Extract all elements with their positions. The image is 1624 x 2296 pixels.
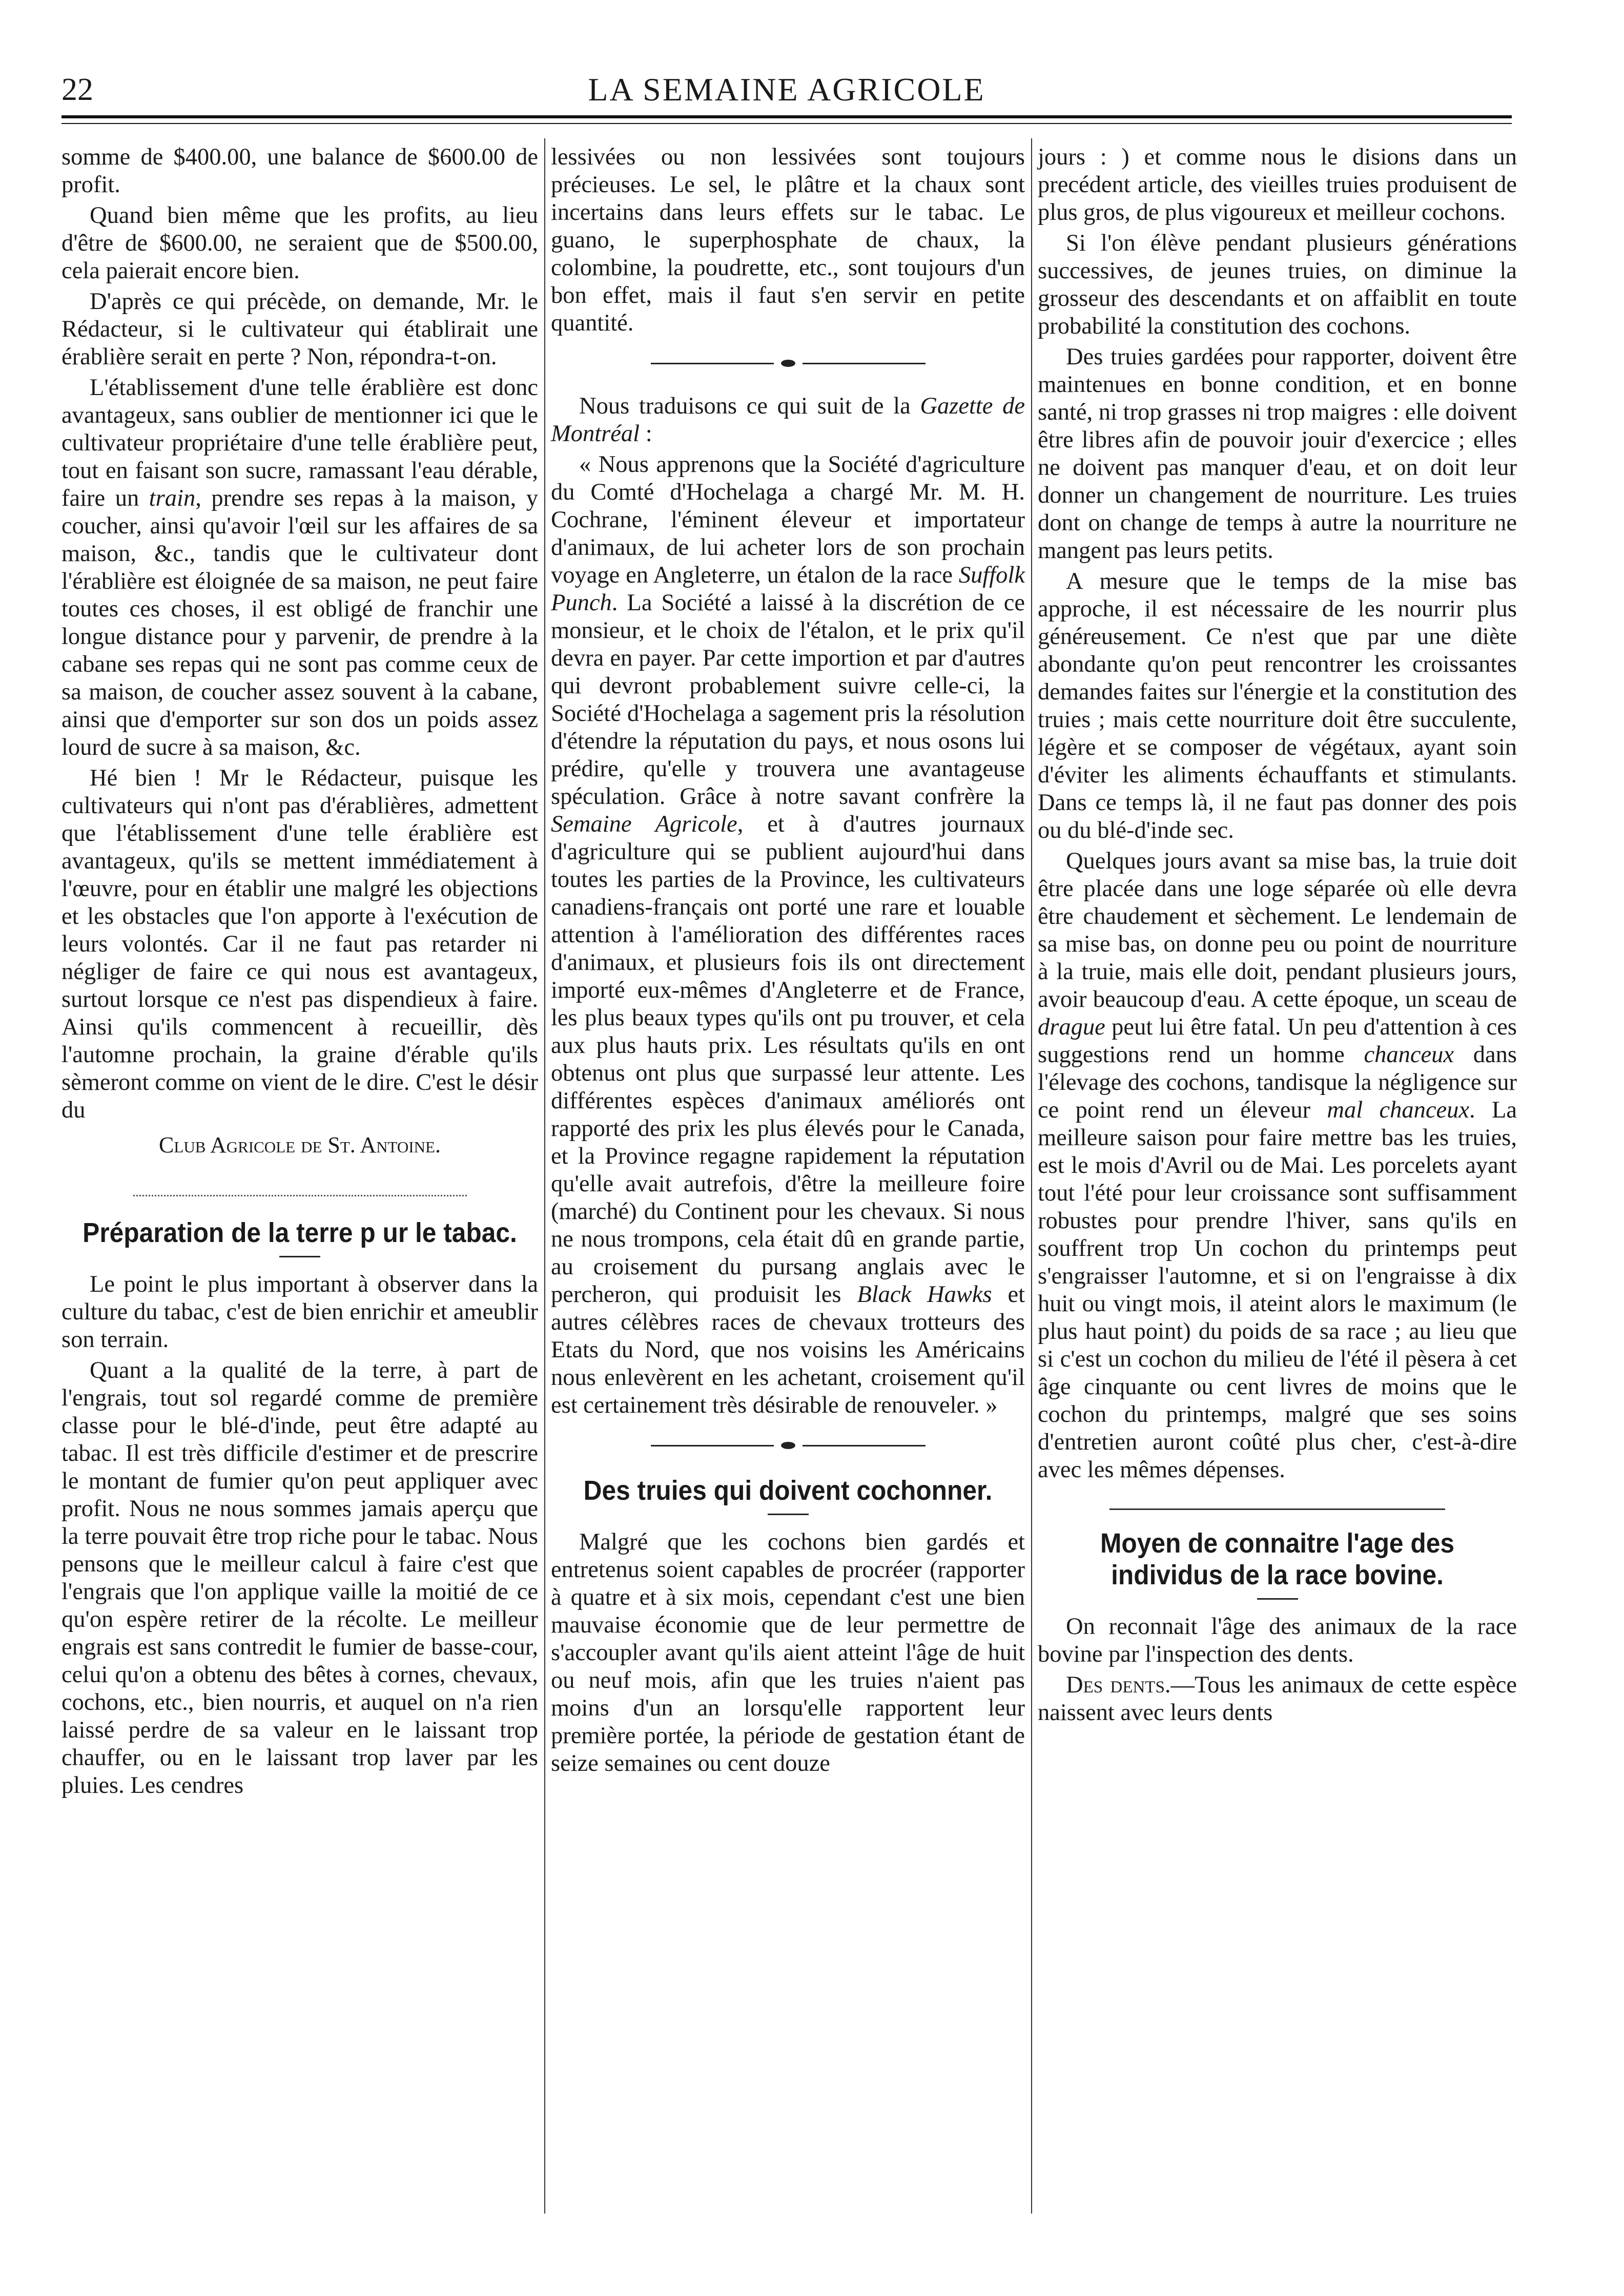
- paragraph: Hé bien ! Mr le Rédacteur, puisque les cultivateurs qui n'ont pas d'érablières, admettent que l'établissement d'une telle érablière est avantageux, qu'ils se mettent immédiatement à l'œuvre, pour en établir une malgré les objections et les obstacles que l'on apporte à l'exécution de leurs volontés. Car il ne faut pas retarder ni négliger de faire ce qui nous est avantageux, surtout lorsque ce n'est pas dispendieux à faire. Ainsi qu'ils commencent à recueillir, dès l'automne prochain, la graine d'érable qu'ils sèmeront comme on vient de le dire. C'est le désir du: [61, 765, 538, 1123]
- column-1: [61, 143, 538, 1803]
- paragraph: [551, 392, 1025, 448]
- paragraph: Des truies gardées pour rapporter, doivent être maintenues en bonne condition, et en bonne santé, ni trop grasses ni trop maigres : elle doivent être libres afin de pouvoir jouir d'exercice ; elles ne doivent pas manquer d'eau, et on doit leur donner un changement de nourriture. Les truies dont on change de temps à autre la nourriture ne mangent pas leurs petits.: [1038, 344, 1517, 564]
- text-run: dans l'élevage des cochons, tandisque la négligence sur ce point rend un éleveur: [1038, 1042, 1517, 1123]
- ornament-line: [803, 363, 926, 364]
- page-header: [61, 72, 1512, 118]
- header-rule: [61, 115, 1512, 118]
- paragraph: Malgré que les cochons bien gardés et entretenus soient capables de procréer (rapporter à quatre et à six mois, cependant c'est une bien mauvaise économie que de leur permettre de s'accoupler avant qu'ils aient atteint l'âge de huit ou neuf mois, afin que les truies n'aient pas moins d'un an lorsqu'elle rapportent leur première portée, la période de gestation étant de seize semaines ou cent douze: [551, 1529, 1025, 1776]
- section-label: Des dents.: [1066, 1672, 1171, 1698]
- article-title-bovine: Moyen de connaitre l'age des individus de la race bovine.: [1100, 1528, 1454, 1590]
- paragraph: D'après ce qui précède, on demande, Mr. le Rédacteur, si le cultivateur qui établirait une érablière serait en perte ? Non, répondra-t-on.: [61, 288, 538, 370]
- column-3: [1038, 143, 1517, 1730]
- italic-term: train: [149, 485, 196, 511]
- text-run: . La meilleure saison pour faire mettre bas les truies, est le mois d'Avril ou de Mai. Les porcelets ayant tout l'été pour leur croissance sont suffisamment robustes pour prendre l'hiver, sans qu'ils en souffrent trop Un cochon du printemps peut s'engraisser l'automne, et si on l'engraisse à dix huit ou vingt mois, il ateint alors le maximum (le plus haut point) du poids de sa race ; au lieu que si c'est un cochon du milieu de l'été il pèsera à cet âge cinquante ou cent livres de moins que le cochon du printemps, malgré que ses soins d'entretien auront coûté plus cher, c'est-à-dire avec les mêmes dépenses.: [1038, 1097, 1517, 1483]
- signature: Club Agricole de St. Antoine.: [159, 1132, 441, 1157]
- header-rule-thin: [61, 123, 1512, 124]
- italic-term: drague: [1038, 1014, 1105, 1040]
- paragraph: Quand bien même que les profits, au lieu d'être de $600.00, ne seraient que de $500.00, cela paierait encore bien.: [61, 202, 538, 284]
- paragraph: [1038, 1671, 1517, 1727]
- title-dash: [279, 1256, 320, 1257]
- text-run: peut lui être fatal. Un peu d'attention à ces suggestions rend un homme: [1038, 1014, 1517, 1068]
- text-run: , prendre ses repas à la maison, y coucher, ainsi qu'avoir l'œil sur les affaires de sa maison, &c., tandis que le cultivateur dont l'érablière est éloignée de sa maison, ne peut faire toutes ces choses, il est obligé de franchir une longue distance pour y parvenir, de prendre à la cabane ses repas qui ne sont pas comme ceux de sa maison, de coucher assez souvent à la cabane, ainsi que d'emporter sur son dos un poids assez lourd de sucre à sa maison, &c.: [61, 485, 538, 760]
- italic-term: chanceux: [1364, 1042, 1454, 1068]
- paragraph: jours : ) et comme nous le disions dans un precédent article, des vieilles truies produisent de plus gros, de plus vigoureux et meilleur cochons.: [1038, 144, 1517, 225]
- column-2: [551, 143, 1025, 1781]
- paragraph: [551, 451, 1025, 1419]
- ornament-line: [651, 363, 774, 364]
- title-dash: [1257, 1598, 1298, 1600]
- title-dash: [768, 1514, 809, 1515]
- text-run: L'établissement d'une telle érablière est donc avantageux, sans oublier de mentionner ici que le cultivateur propriétaire d'une telle érablière peut, tout en faisant son sucre, ramassant l'eau dérable, faire un: [61, 375, 538, 511]
- ornament-dot: [781, 360, 795, 367]
- ornament-dot: [781, 1442, 795, 1449]
- paragraph: Quant a la qualité de la terre, à part de l'engrais, tout sol regardé comme de première classe pour le blé-d'inde, peut être adapté au tabac. Il est très difficile d'estimer et de prescrire le montant de fumier qu'on peut appliquer avec profit. Nous ne nous sommes jamais aperçu que la terre pouvait être trop riche pour le tabac. Nous pensons que le meilleur calcul à faire c'est que l'engrais que l'on applique vaille la moitié de ce qu'on espère retirer de la récolte. Le meilleur engrais est sans contredit le fumier de basse-cour, celui qu'on a obtenu des bêtes à cornes, chevaux, cochons, etc., bien nourris, et auquel on n'a rien laissé perdre de sa valeur en le laissant trop chauffer, ou en le laissant trop laver par les pluies. Les cendres: [61, 1357, 538, 1798]
- section-rule: [1109, 1508, 1445, 1510]
- text-run: . La Société a laissé à la discrétion de ce monsieur, et le choix de l'étalon, et le prix qu'il devra en payer. Par cette importion et par d'autres qui devront probablement suivre celle-ci, la Société d'Hochelaga a sagement pris la résolution d'étendre la réputation du pays, et nous osons lui prédire, qu'elle y trouvera une avantageuse spéculation. Grâce à notre savant confrère la: [551, 590, 1025, 810]
- ornament-separator: [551, 356, 1025, 371]
- italic-term: mal chanceux: [1327, 1097, 1470, 1123]
- column-divider: [1031, 138, 1032, 2214]
- text-run: , et à d'autres journaux d'agriculture qui se publient aujourd'hui dans toutes les parties de la Province, les cultivateurs canadiens-français ont porté une rare et louable attention à l'amélioration des différentes races d'animaux, et plusieurs fois ils ont directement importé eux-mêmes d'Angleterre et de France, les plus beaux types qu'ils ont pu trouver, et cela aux plus hauts prix. Les résultats qu'ils en ont obtenus ont plus que surpassé leur attente. Les différentes espèces d'animaux améliorés ont rapporté des prix les plus élevés pour le Canada, et la Province regagne rapidement la réputation qu'elle avait autrefois, d'être la meilleure foire (marché) du Continent pour les chevaux. Si nous ne nous trompons, cela était dû en grande partie, au croisement du pursang anglais avec le percheron, qui produisit les: [551, 811, 1025, 1308]
- journal-title: LA SEMAINE AGRICOLE: [588, 71, 985, 108]
- ornament-separator: [551, 1438, 1025, 1453]
- italic-term: Gazette de Montréal: [551, 393, 1025, 447]
- paragraph: [61, 374, 538, 761]
- page-number: 22: [61, 72, 93, 107]
- ornament-line: [651, 1445, 774, 1446]
- text-run: :: [640, 421, 652, 447]
- italic-term: Semaine Agricole: [551, 811, 737, 837]
- text-run: Nous traduisons ce qui suit de la: [579, 393, 920, 419]
- column-divider: [544, 138, 545, 2214]
- text-run: Quelques jours avant sa mise bas, la truie doit être placée dans une loge séparée où elle devra être chaudement et sèchement. Le lendemain de sa mise bas, on donne peu ou point de nourriture à la truie, mais elle doit, pendant plusieurs jours, avoir beaucoup d'eau. A cette époque, un sceau de: [1038, 848, 1517, 1012]
- paragraph: somme de $400.00, une balance de $600.00 de profit.: [61, 144, 538, 198]
- article-title-tabac: Préparation de la terre p ur le tabac.: [83, 1217, 517, 1248]
- text-run: et autres célèbres races de chevaux trotteurs des Etats du Nord, que nos voisins les Américains nous enlevèrent en les achetant, croisement qu'il est certainement très désirable de renouveler. »: [551, 1281, 1025, 1418]
- text-run: « Nous apprenons que la Société d'agriculture du Comté d'Hochelaga a chargé Mr. M. H. Cochrane, l'éminent éleveur et importateur d'animaux, de lui acheter lors de son prochain voyage en Angleterre, un étalon de la race: [551, 451, 1025, 588]
- paragraph: A mesure que le temps de la mise bas approche, il est nécessaire de les nourrir plus généreusement. Ce n'est que par une diète abondante qu'on peut rencontrer les croissantes demandes faites sur l'énergie et la constitution des truies ; mais cette nourriture doit être succulente, légère et se composer de végétaux, ayant soin d'éviter les aliments échauffants et stimulants. Dans ce temps là, il ne faut pas donner des pois ou du blé-d'inde sec.: [1038, 568, 1517, 843]
- ornament-line: [803, 1445, 926, 1446]
- paragraph: lessivées ou non lessivées sont toujours précieuses. Le sel, le plâtre et la chaux sont incertains dans leurs effets sur le tabac. Le guano, le superphosphate de chaux, la colombine, la poudrette, etc., sont toujours d'un bon effet, mais il faut s'en servir en petite quantité.: [551, 144, 1025, 336]
- italic-term: Suffolk Punch: [551, 562, 1025, 616]
- paragraph: On reconnait l'âge des animaux de la race bovine par l'inspection des dents.: [1038, 1614, 1517, 1667]
- text-run: —Tous les animaux de cette espèce naissent avec leurs dents: [1038, 1672, 1517, 1726]
- article-title-truies: Des truies qui doivent cochonner.: [583, 1475, 993, 1506]
- paragraph: [1038, 847, 1517, 1484]
- italic-term: Black Hawks: [857, 1281, 992, 1308]
- paragraph: Le point le plus important à observer dans la culture du tabac, c'est de bien enrichir et ameublir son terrain.: [61, 1271, 538, 1353]
- paragraph: Si l'on élève pendant plusieurs générations successives, de jeunes truies, on diminue la grosseur des descendants et on affaiblit en toute probabilité la constitution des cochons.: [1038, 230, 1517, 339]
- dotted-separator: [133, 1195, 467, 1196]
